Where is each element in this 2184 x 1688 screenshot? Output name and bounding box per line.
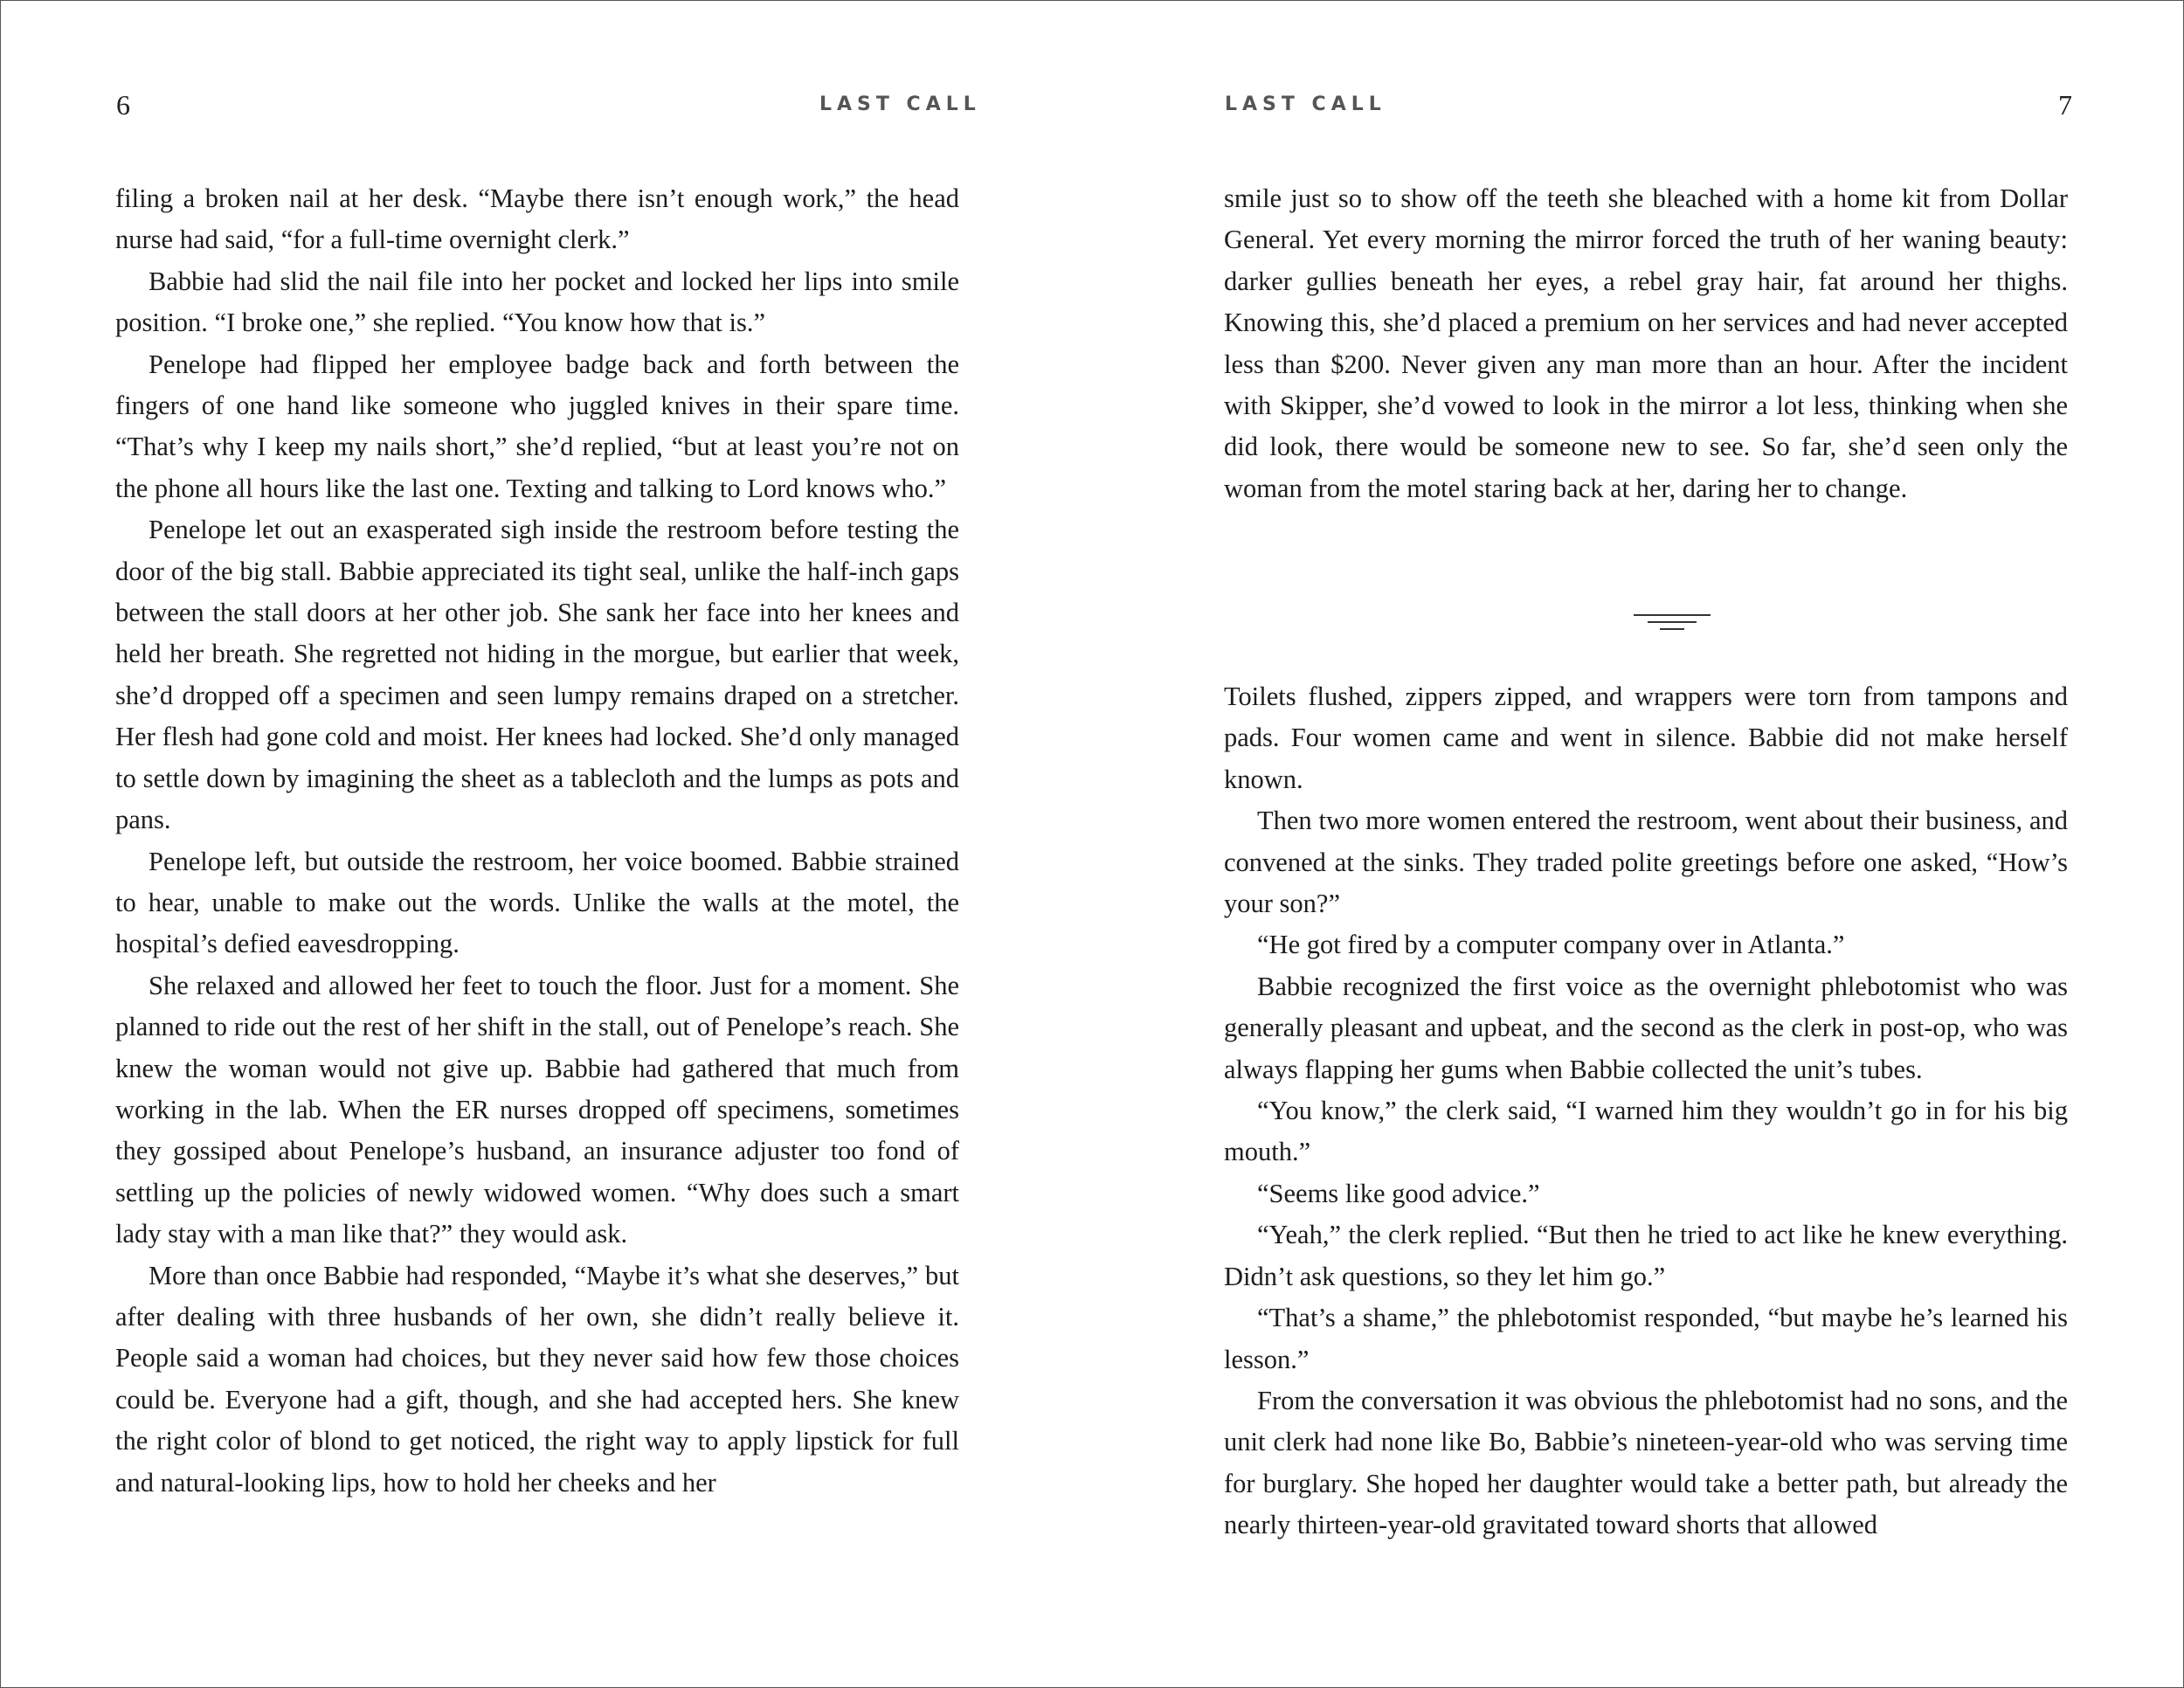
- section-break-ornament-icon: [1634, 612, 1711, 633]
- paragraph: “That’s a shame,” the phlebotomist responded, “but maybe he’s learned his lesson.”: [1224, 1303, 2068, 1374]
- paragraph: Toilets flushed, zippers zipped, and wrappers were torn from tampons and pads. Four women came and went in silence. Babbie did not make herself known.: [1224, 681, 2068, 794]
- paragraph: Babbie had slid the nail file into her pocket and locked her lips into smile position. “I broke one,” she replied. “You know how that is.”: [115, 266, 959, 338]
- paragraph: She relaxed and allowed her feet to touch the floor. Just for a moment. She planned to ride out the rest of her shift in the stall, out of Penelope’s reach. She knew the woman would not give up. Babbie had gathered that much from working in the lab. When the ER nurses dropped off specimens, sometimes they gossiped about Penelope’s husband, an insurance adjuster too fond of settling up the policies of newly widowed women. “Why does such a smart lady stay with a man like that?” they would ask.: [115, 970, 959, 1249]
- paragraph: “You know,” the clerk said, “I warned him they wouldn’t go in for his big mouth.”: [1224, 1096, 2068, 1167]
- paragraph: smile just so to show off the teeth she bleached with a home kit from Dollar General. Yet every morning the mirror forced the truth of her waning beauty: darker gullies beneath her eyes, a rebel gray hair, fat around her thighs. Knowing this, she’d placed a premium on her services and had never accepted less than $200. Never given any man more than an hour. After the incident with Skipper, she’d vowed to look in the mirror a lot less, thinking when she did look, there would be someone new to see. So far, she’d seen only the woman from the motel staring back at her, daring her to change.: [1224, 183, 2068, 503]
- left-page-number: 6: [116, 89, 130, 121]
- paragraph: “Yeah,” the clerk replied. “But then he tried to act like he knew everything. Didn’t ask questions, so they let him go.”: [1224, 1220, 2068, 1291]
- right-page-body-bottom: [1224, 676, 2068, 1546]
- right-page-body-top: [1224, 178, 2068, 509]
- paragraph: “He got fired by a computer company over in Atlanta.”: [1257, 930, 1845, 960]
- left-running-head: LAST CALL: [819, 93, 981, 115]
- paragraph: Babbie recognized the first voice as the overnight phlebotomist who was generally pleasant and upbeat, and the second as the clerk in post-op, who was always flapping her gums when Babbie collected the unit’s tubes.: [1224, 971, 2068, 1084]
- paragraph: “Seems like good advice.”: [1257, 1178, 1540, 1208]
- left-page-body: [115, 178, 959, 1504]
- paragraph: filing a broken nail at her desk. “Maybe there isn’t enough work,” the head nurse had said, “for a full-time overnight clerk.”: [115, 183, 959, 255]
- right-running-head: LAST CALL: [1225, 93, 1386, 115]
- paragraph: From the conversation it was obvious the phlebotomist had no sons, and the unit clerk had none like Bo, Babbie’s nineteen-year-old who was serving time for burglary. She hoped her daughter would take a better path, but already the nearly thirteen-year-old gravitated toward shorts that allowed: [1224, 1385, 2068, 1540]
- paragraph: Penelope let out an exasperated sigh inside the restroom before testing the door of the big stall. Babbie appreciated its tight seal, unlike the half-inch gaps between the stall doors at her other job. She sank her face into her knees and held her breath. She regretted not hiding in the morgue, but earlier that week, she’d dropped off a specimen and seen lumpy remains draped on a stretcher. Her flesh had gone cold and moist. Her knees had locked. She’d only managed to settle down by imagining the sheet as a tablecloth and the lumps as pots and pans.: [115, 515, 959, 835]
- right-page-number: 7: [2058, 89, 2072, 121]
- paragraph: Penelope had flipped her employee badge back and forth between the fingers of one hand like someone who juggled knives in their spare time. “That’s why I keep my nails short,” she’d replied, “but at least you’re not on the phone all hours like the last one. Texting and talking to Lord knows who.”: [115, 349, 959, 503]
- paragraph: Penelope left, but outside the restroom, her voice boomed. Babbie strained to hear, unable to make out the words. Unlike the walls at the motel, the hospital’s defied eavesdropping.: [115, 846, 959, 959]
- paragraph: More than once Babbie had responded, “Maybe it’s what she deserves,” but after dealing with three husbands of her own, she didn’t really believe it. People said a woman had choices, but they never said how few those choices could be. Everyone had a gift, though, and she had accepted hers. She knew the right color of blond to get noticed, the right way to apply lipstick for full and natural-looking lips, how to hold her cheeks and her: [115, 1260, 959, 1498]
- paragraph: Then two more women entered the restroom, went about their business, and convened at the sinks. They traded polite greetings before one asked, “How’s your son?”: [1224, 806, 2068, 919]
